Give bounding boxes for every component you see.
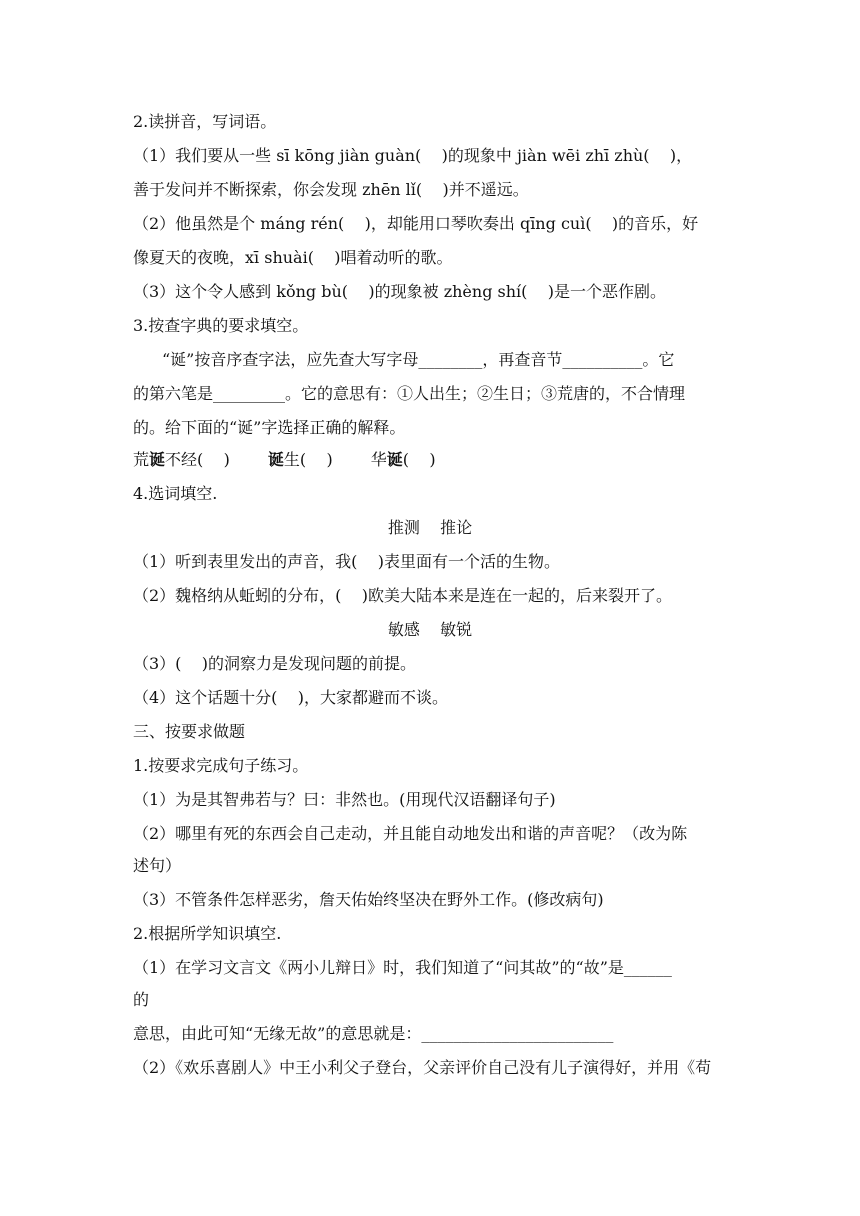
q4-item3: （3）( )的洞察力是发现问题的前提。 bbox=[133, 654, 417, 673]
q3-options bbox=[133, 450, 436, 470]
q3-line2: 的第六笔是_________。它的意思有：①人出生；②生日；③荒唐的，不合情理 bbox=[133, 384, 686, 403]
q2-item1-line1: （1）我们要从一些 sī kōng jiàn guàn( )的现象中 jiàn wēi zhī zhù( )， bbox=[133, 146, 693, 165]
q2-title: 2.读拼音，写词语。 bbox=[133, 112, 277, 131]
s3-q1-item1: （1）为是其智弗若与？曰：非然也。(用现代汉语翻译句子) bbox=[133, 790, 556, 809]
q4-word-choices-1: 推测 推论 bbox=[387, 518, 473, 537]
q2-item2-line1: （2）他虽然是个 máng rén( )，却能用口琴吹奏出 qīng cuì( )的音乐，好 bbox=[133, 214, 699, 233]
s3-q1-item2-line2: 述句） bbox=[133, 856, 182, 875]
q4-word-choices-2: 敏感 敏锐 bbox=[387, 620, 473, 639]
s3-q2-item2: （2）《欢乐喜剧人》中王小利父子登台，父亲评价自己没有儿子演得好，并用《苟 bbox=[133, 1058, 712, 1077]
q3-title: 3.按查字典的要求填空。 bbox=[133, 316, 309, 335]
q4-item1: （1）听到表里发出的声音，我( )表里面有一个活的生物。 bbox=[133, 552, 561, 571]
q3-option2: 诞生( ) bbox=[267, 450, 333, 469]
s3-q1-item2-line1: （2）哪里有死的东西会自己走动，并且能自动地发出和谐的声音呢？（改为陈 bbox=[133, 824, 688, 843]
q2-item1-line2: 善于发问并不断探索，你会发现 zhēn lǐ( )并不遥远。 bbox=[133, 180, 529, 199]
q2-item3: （3）这个令人感到 kǒng bù( )的现象被 zhèng shí( )是一个恶作剧。 bbox=[133, 282, 666, 301]
q3-option1: 荒诞不经( ) bbox=[133, 450, 230, 469]
section3-title: 三、按要求做题 bbox=[133, 722, 246, 741]
s3-q2-title: 2.根据所学知识填空. bbox=[133, 924, 282, 943]
s3-q2-item1-line3: 意思，由此可知“无缘无故”的意思就是：________________________ bbox=[133, 1024, 614, 1043]
s3-q1-item3: （3）不管条件怎样恶劣，詹天佑始终坚决在野外工作。(修改病句) bbox=[133, 890, 604, 909]
s3-q2-item1-line2: 的 bbox=[133, 990, 150, 1009]
q2-item2-line2: 像夏天的夜晚，xī shuài( )唱着动听的歌。 bbox=[133, 248, 453, 267]
q3-line3: 的。给下面的“诞”字选择正确的解释。 bbox=[133, 418, 406, 437]
s3-q2-item1-line1: （1）在学习文言文《两小儿辩日》时，我们知道了“问其故”的“故”是______ bbox=[133, 958, 672, 977]
q3-line1: “诞”按音序查字法，应先查大写字母________，再查音节__________。它 bbox=[162, 350, 675, 369]
s3-q1-title: 1.按要求完成句子练习。 bbox=[133, 756, 309, 775]
q4-item2: （2）魏格纳从蚯蚓的分布，( )欧美大陆本来是连在一起的，后来裂开了。 bbox=[133, 586, 673, 605]
q4-item4: （4）这个话题十分( )，大家都避而不谈。 bbox=[133, 688, 449, 707]
q3-option3: 华诞( ) bbox=[370, 450, 436, 469]
q4-title: 4.选词填空. bbox=[133, 484, 218, 503]
